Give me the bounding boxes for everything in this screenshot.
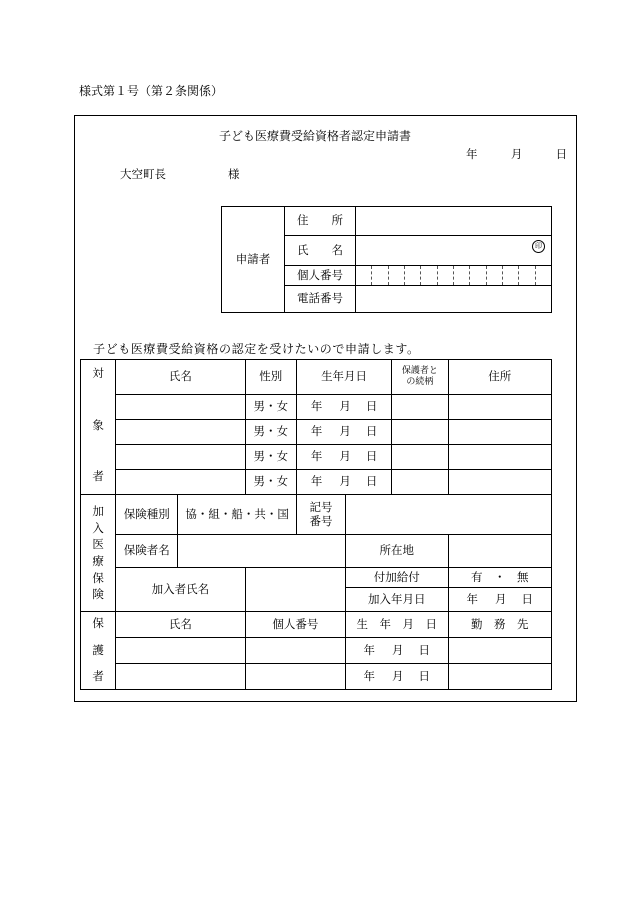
mynumber-box — [389, 266, 405, 285]
subject-name-cell[interactable] — [116, 470, 246, 495]
mynumber-box — [470, 266, 486, 285]
guardian-name-cell[interactable] — [116, 664, 246, 690]
subject-header-gender: 性別 — [245, 360, 296, 395]
guardian-year: 年 — [363, 668, 376, 683]
location-field[interactable] — [448, 535, 552, 568]
phone-field[interactable] — [356, 286, 552, 313]
holder-name-field[interactable] — [245, 568, 345, 612]
birth-month: 月 — [339, 399, 351, 414]
subject-row — [81, 445, 552, 470]
join-date-field[interactable] — [448, 588, 552, 612]
application-date — [466, 146, 567, 162]
mynumber-box — [519, 266, 535, 285]
mynumber-box — [454, 266, 470, 285]
guardian-name-cell[interactable] — [116, 638, 246, 664]
subject-birthdate-cell[interactable] — [296, 470, 391, 495]
guardian-row — [81, 664, 552, 690]
addressee — [120, 166, 240, 182]
birth-year: 年 — [310, 399, 323, 414]
insurance-label-char: 保 — [92, 570, 104, 585]
applicant-table — [221, 206, 552, 313]
guardian-month: 月 — [392, 668, 404, 683]
addressee-name: 大空町長 — [120, 167, 166, 181]
subject-relation-cell[interactable] — [392, 445, 448, 470]
subject-birthdate-cell[interactable] — [296, 445, 391, 470]
birth-day: 日 — [365, 399, 378, 414]
join-date-label: 加入年月日 — [346, 588, 448, 612]
guardian-header-name: 氏名 — [116, 612, 246, 638]
form-title: 子ども医療費受給資格者認定申請書 — [218, 129, 411, 143]
guardian-mynumber-cell[interactable] — [245, 638, 345, 664]
insurance-type-label: 保険種別 — [116, 495, 178, 535]
guardian-section-label — [81, 612, 116, 690]
guardian-label-char: 者 — [92, 669, 104, 684]
guardian-header-mynumber: 個人番号 — [245, 612, 345, 638]
subject-label-char: 象 — [92, 417, 104, 432]
guardian-header-birthdate: 生 年 月 日 — [346, 612, 448, 638]
insurance-type-options[interactable]: 協・組・船・共・国 — [178, 495, 296, 535]
join-day: 日 — [521, 591, 533, 606]
subject-header-address: 住所 — [448, 360, 552, 395]
subject-birthdate-cell[interactable] — [296, 420, 391, 445]
guardian-month: 月 — [392, 642, 404, 657]
subject-address-cell[interactable] — [448, 420, 552, 445]
benefit-label: 付加給付 — [346, 568, 448, 588]
subject-header-name: 氏名 — [116, 360, 246, 395]
insurer-name-label: 保険者名 — [116, 535, 178, 568]
guardian-birthdate-cell[interactable] — [346, 664, 448, 690]
relation-header-text: 保護者との続柄 — [401, 366, 438, 387]
mynumber-boxes — [356, 266, 551, 285]
subject-label-char: 者 — [92, 469, 104, 483]
subject-row — [81, 470, 552, 495]
phone-label: 電話番号 — [285, 286, 356, 313]
insurer-name-field[interactable] — [178, 535, 346, 568]
join-month: 月 — [495, 591, 507, 606]
birth-year: 年 — [310, 424, 323, 439]
mynumber-box — [421, 266, 437, 285]
guardian-year: 年 — [363, 642, 376, 657]
guardian-birthdate-cell[interactable] — [346, 638, 448, 664]
birth-month: 月 — [339, 474, 351, 489]
subject-row — [81, 395, 552, 420]
location-label: 所在地 — [346, 535, 448, 568]
address-field[interactable] — [356, 207, 552, 236]
symbol-number-text: 記号番号 — [309, 500, 333, 528]
subject-section-label — [81, 360, 116, 495]
guardian-day: 日 — [418, 668, 431, 683]
birth-month: 月 — [339, 424, 351, 439]
subject-header-birthdate: 生年月日 — [296, 360, 391, 395]
address-label: 住 所 — [285, 207, 356, 236]
subject-name-cell[interactable] — [116, 420, 246, 445]
subject-address-cell[interactable] — [448, 470, 552, 495]
insurance-label-char: 険 — [92, 587, 104, 602]
form-label: 様式第１号（第２条関係） — [79, 84, 224, 98]
subject-name-cell[interactable] — [116, 445, 246, 470]
insurance-label-char: 入 — [92, 520, 104, 535]
mynumber-label: 個人番号 — [285, 266, 356, 286]
subject-relation-cell[interactable] — [392, 395, 448, 420]
subject-name-cell[interactable] — [116, 395, 246, 420]
insurance-section-label — [81, 495, 116, 612]
birth-day: 日 — [365, 424, 378, 439]
name-label: 氏 名 — [285, 236, 356, 266]
insurance-label-char: 医 — [92, 537, 104, 552]
subject-gender-cell[interactable]: 男・女 — [245, 470, 296, 495]
mynumber-box — [405, 266, 421, 285]
mynumber-box — [356, 266, 372, 285]
subject-gender-cell[interactable]: 男・女 — [245, 420, 296, 445]
date-year: 年 — [466, 147, 478, 161]
date-day: 日 — [555, 147, 568, 161]
guardian-label-char: 保 — [92, 616, 104, 631]
guardian-workplace-cell[interactable] — [448, 638, 552, 664]
subject-birthdate-cell[interactable] — [296, 395, 391, 420]
mynumber-box — [503, 266, 519, 285]
join-year: 年 — [466, 591, 478, 606]
subject-label-char: 対 — [92, 366, 104, 380]
subject-address-cell[interactable] — [448, 395, 552, 420]
guardian-row — [81, 638, 552, 664]
request-statement: 子ども医療費受給資格の認定を受けたいので申請します。 — [93, 342, 420, 356]
birth-day: 日 — [365, 474, 378, 489]
subject-header-relation — [392, 360, 448, 395]
addressee-honorific: 様 — [228, 167, 240, 181]
mynumber-box — [438, 266, 454, 285]
guardian-header-workplace: 勤 務 先 — [448, 612, 552, 638]
insurance-label-char: 療 — [92, 554, 104, 568]
mynumber-field[interactable] — [356, 266, 552, 286]
guardian-day: 日 — [418, 642, 431, 657]
guardian-workplace-cell[interactable] — [448, 664, 552, 690]
symbol-number-field[interactable] — [346, 495, 552, 535]
mynumber-box — [372, 266, 388, 285]
birth-day: 日 — [365, 449, 378, 464]
subject-row — [81, 420, 552, 445]
subject-gender-cell[interactable]: 男・女 — [245, 445, 296, 470]
benefit-options[interactable]: 有 ・ 無 — [448, 568, 552, 588]
main-table — [80, 359, 552, 690]
guardian-label-char: 護 — [92, 642, 104, 657]
subject-address-cell[interactable] — [448, 445, 552, 470]
insurance-label-char: 加 — [92, 503, 104, 518]
guardian-mynumber-cell[interactable] — [245, 664, 345, 690]
mynumber-box — [487, 266, 503, 285]
mynumber-box — [536, 266, 551, 285]
applicant-section-label: 申請者 — [222, 207, 285, 313]
holder-name-label: 加入者氏名 — [116, 568, 246, 612]
subject-relation-cell[interactable] — [392, 420, 448, 445]
symbol-number-label — [296, 495, 345, 535]
birth-year: 年 — [310, 449, 323, 464]
birth-month: 月 — [339, 449, 351, 464]
seal-mark: 印 — [532, 240, 545, 253]
subject-gender-cell[interactable]: 男・女 — [245, 395, 296, 420]
subject-relation-cell[interactable] — [392, 470, 448, 495]
date-month: 月 — [510, 147, 523, 161]
birth-year: 年 — [310, 474, 323, 489]
name-field[interactable] — [356, 236, 552, 266]
